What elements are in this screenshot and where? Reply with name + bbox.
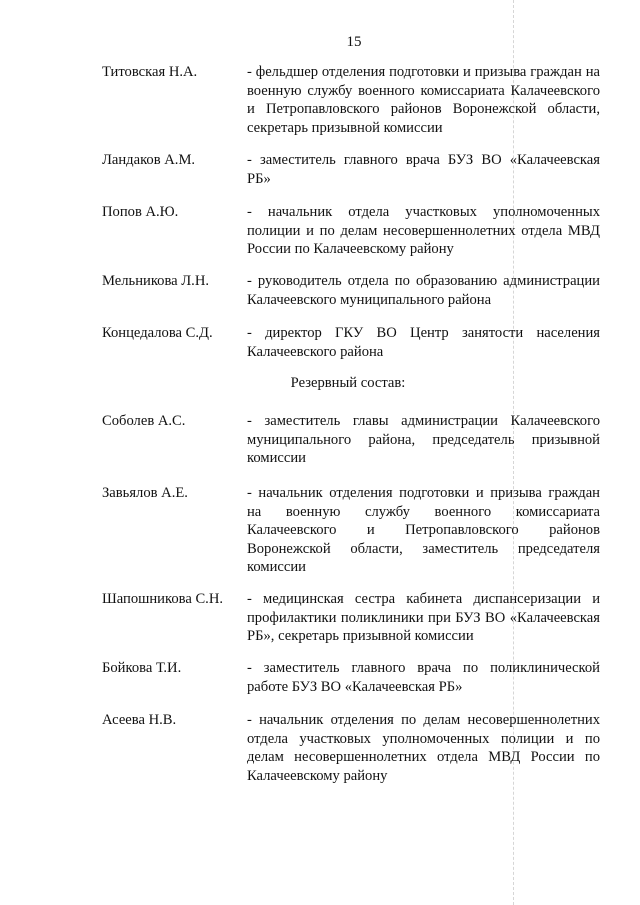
member-name: Титовская Н.А. xyxy=(102,64,198,80)
member-name: Шапошникова С.Н. xyxy=(102,591,224,607)
member-role: - заместитель главного врача БУЗ ВО «Калачеевская РБ» xyxy=(247,152,600,187)
member-entry xyxy=(102,324,602,361)
member-name: Бойкова Т.И. xyxy=(102,660,182,676)
member-role: - заместитель главы администрации Калачеевского муниципального района, председатель призывной комиссии xyxy=(247,413,600,467)
member-name: Попов А.Ю. xyxy=(102,204,179,220)
member-name: Мельникова Л.Н. xyxy=(102,273,210,289)
member-entry xyxy=(102,272,602,309)
member-name: Соболев А.С. xyxy=(102,413,186,429)
member-name: Ландаков А.М. xyxy=(102,152,196,168)
member-role: - начальник отделения подготовки и призыва граждан на военную службу военного комиссариата Калачеевского и Петропавловского районов Воронежской области, заместитель председателя комиссии xyxy=(247,485,600,576)
member-role: - заместитель главного врача по поликлинической работе БУЗ ВО «Калачеевская РБ» xyxy=(247,660,600,695)
reserve-heading: Резервный состав: xyxy=(290,375,406,391)
member-role: - руководитель отдела по образованию администрации Калачеевского муниципального района xyxy=(247,273,600,308)
member-role: - директор ГКУ ВО Центр занятости населения Калачеевского района xyxy=(247,325,600,360)
reserve-member-entry xyxy=(102,659,602,696)
member-role: - начальник отделения по делам несовершеннолетних отдела участковых уполномоченных полиции и по делам несовершеннолетних отдела МВД России по Калачеевскому району xyxy=(247,712,600,784)
member-entry xyxy=(102,63,602,137)
reserve-member-entry xyxy=(102,590,602,646)
reserve-member-entry xyxy=(102,412,602,468)
member-role: - фельдшер отделения подготовки и призыва граждан на военную службу военного комиссариата Калачеевского и Петропавловского районов Воронежской области, секретарь призывной комиссии xyxy=(247,64,600,136)
reserve-member-entry xyxy=(102,484,602,577)
member-name: Концедалова С.Д. xyxy=(102,325,213,341)
member-name: Завьялов А.Е. xyxy=(102,485,188,501)
member-name: Асеева Н.В. xyxy=(102,712,177,728)
member-role: - начальник отдела участковых уполномоченных полиции и по делам несовершеннолетних отдела МВД России по Калачеевскому району xyxy=(247,204,600,258)
reserve-member-entry xyxy=(102,711,602,785)
member-entry xyxy=(102,151,602,188)
page-number: 15 xyxy=(346,34,362,50)
member-entry xyxy=(102,203,602,259)
member-role: - медицинская сестра кабинета диспансеризации и профилактики поликлиники при БУЗ ВО «Калачеевская РБ», секретарь призывной комиссии xyxy=(247,591,600,645)
